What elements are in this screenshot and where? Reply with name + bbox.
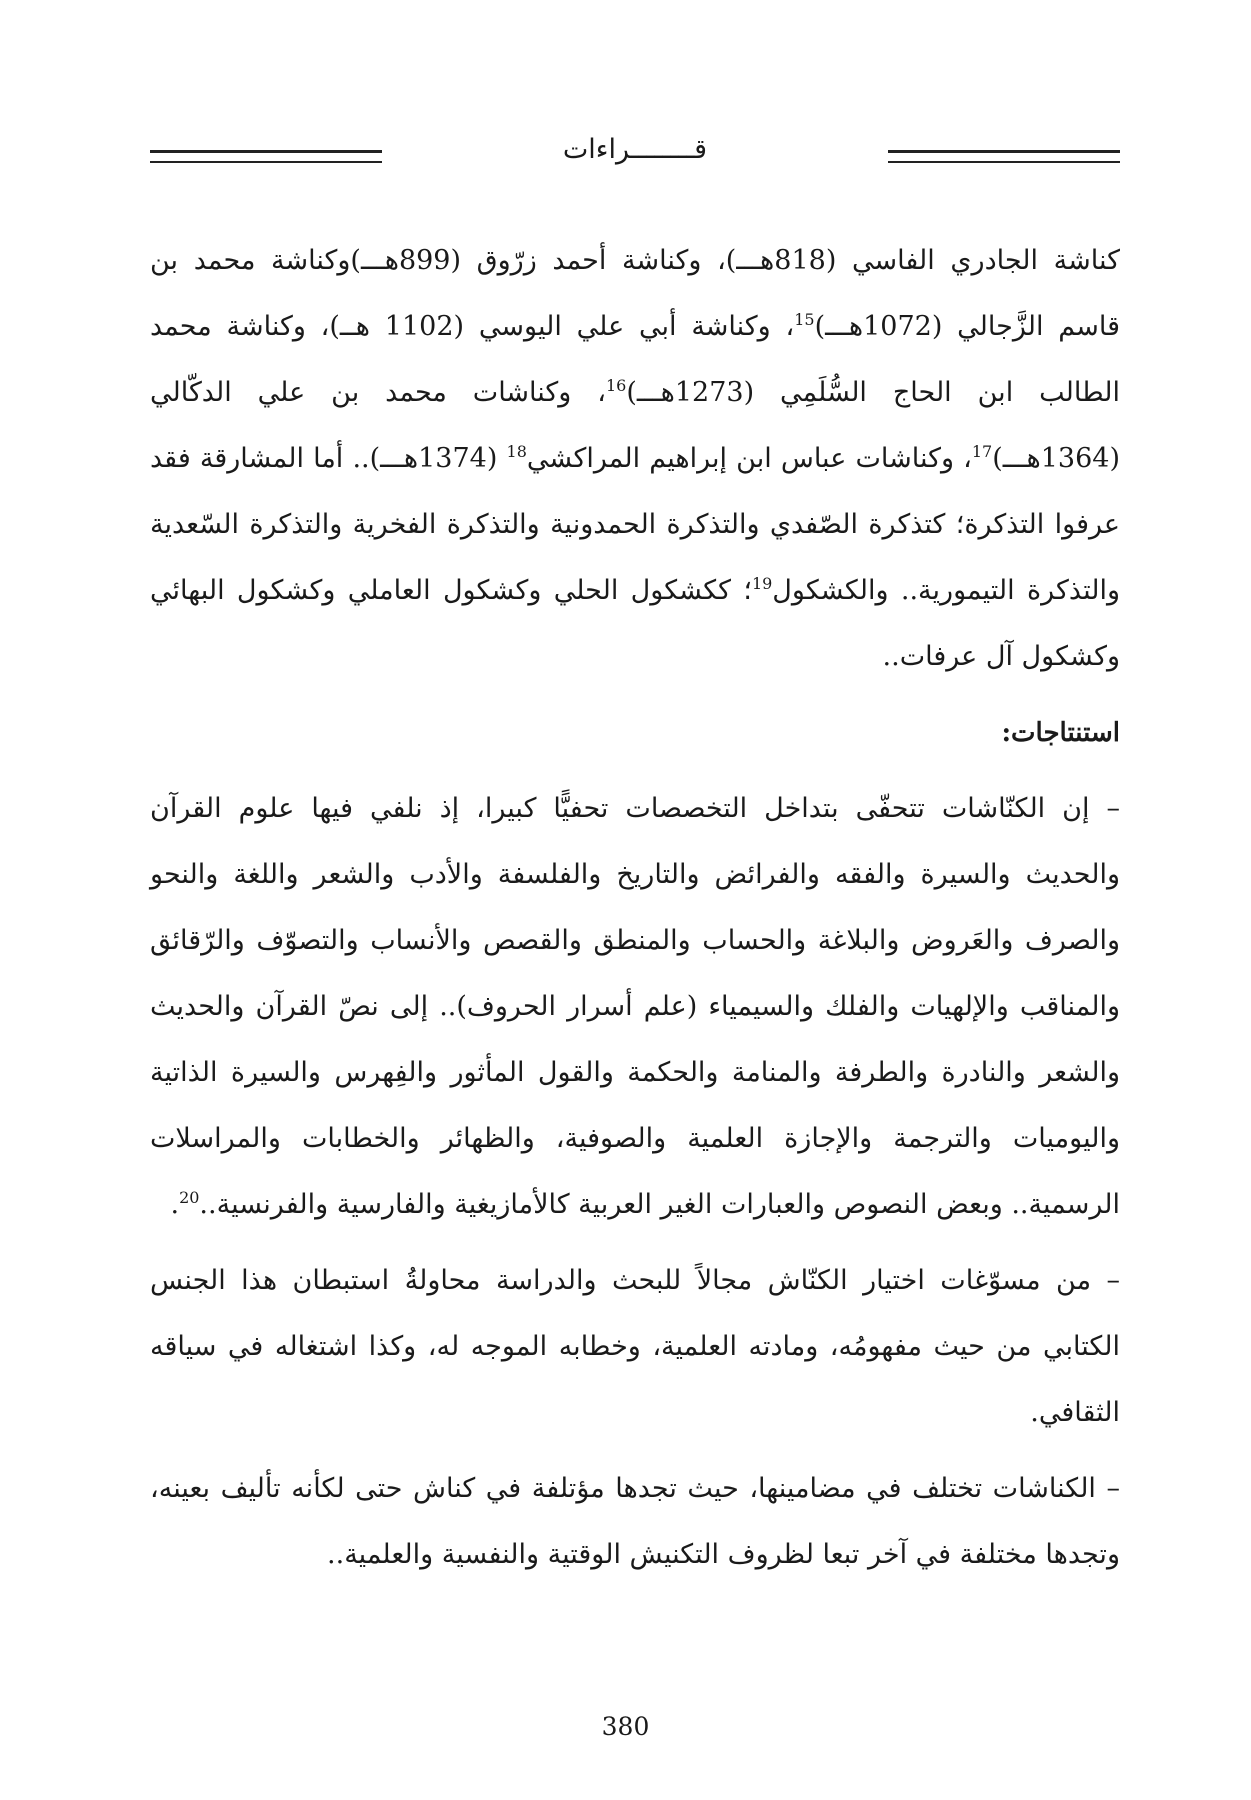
footnote-ref-18: 18 bbox=[506, 442, 527, 461]
paragraph-1 bbox=[150, 228, 1120, 690]
footnote-ref-19: 19 bbox=[751, 574, 773, 593]
page-header bbox=[150, 134, 1120, 180]
paragraph-2-text-b: . bbox=[170, 1189, 180, 1220]
paragraph-3: – من مسوّغات اختيار الكنّاش مجالاً للبحث والدراسة محاولةُ استبطان هذا الجنس الكتابي من حيث مفهومُه، ومادته العلمية، وخطابه الموجه له، وكذا اشتغاله في سياقه الثقافي. bbox=[150, 1265, 1120, 1428]
running-title: قــــــــراءات bbox=[562, 134, 708, 165]
paragraph-1-text-e: (1374هـــ).. أما المشارقة فقد عرفوا التذكرة؛ كتذكرة الصّفدي والتذكرة الحمدونية والتذكرة الفخرية والتذكرة السّعدية والتذكرة التيمورية.. والكشكول bbox=[150, 443, 1120, 606]
header-rule-left bbox=[150, 150, 382, 163]
paragraph-1-text-d: ، وكناشات عباس ابن إبراهيم المراكشي bbox=[526, 443, 972, 474]
paragraph-1-text-b: ، وكناشة أبي علي اليوسي (1102 هــ)، وكناشة محمد الطالب ابن الحاج السُّلَمِي (1273هـــ) bbox=[150, 311, 1120, 408]
paragraph-1-text-f: ؛ ككشكول الحلي وكشكول العاملي وكشكول البهائي وكشكول آل عرفات.. bbox=[150, 575, 1120, 672]
paragraph-1-text-c: ، وكناشات محمد بن علي الدكّالي (1364هـــ) bbox=[150, 377, 1120, 474]
paragraph-4: – الكناشات تختلف في مضامينها، حيث تجدها مؤتلفة في كناش حتى لكأنه تأليف بعينه، وتجدها مختلفة في آخر تبعا لظروف التكنيش الوقتية والنفسية والعلمية.. bbox=[150, 1473, 1120, 1570]
page-number: 380 bbox=[601, 1712, 650, 1741]
footnote-ref-15: 15 bbox=[794, 310, 815, 329]
paragraph-1-text-a: كناشة الجادري الفاسي (818هـــ)، وكناشة أحمد زرّوق (899هـــ)وكناشة محمد بن قاسم الزَّجالي (1072هـــ) bbox=[150, 245, 1120, 342]
footnote-ref-17: 17 bbox=[971, 442, 993, 461]
footnote-ref-20: 20 bbox=[179, 1188, 200, 1207]
paragraph-2 bbox=[150, 776, 1120, 1238]
page-body bbox=[150, 228, 1120, 1588]
section-heading: استنتاجات: bbox=[1001, 718, 1120, 748]
footnote-ref-16: 16 bbox=[605, 376, 627, 395]
paragraph-2-text-a: – إن الكنّاشات تتحفّى بتداخل التخصصات تحفيًّا كبيرا، إذ نلفي فيها علوم القرآن والحديث والسيرة والفقه والفرائض والتاريخ والفلسفة والأدب والشعر واللغة والنحو والصرف والعَروض والبلاغة والحساب والمنطق والقصص والأنساب والتصوّف والرّقائق والمناقب والإلهيات والفلك والسيمياء (علم أسرار الحروف).. إلى نصّ القرآن والحديث والشعر والنادرة والطرفة والمنامة والحكمة والقول المأثور والفِهرس والسيرة الذاتية واليوميات والترجمة والإجازة العلمية والصوفية، والظهائر والخطابات والمراسلات الرسمية.. وبعض النصوص والعبارات الغير العربية كالأمازيغية والفارسية والفرنسية.. bbox=[150, 793, 1120, 1220]
